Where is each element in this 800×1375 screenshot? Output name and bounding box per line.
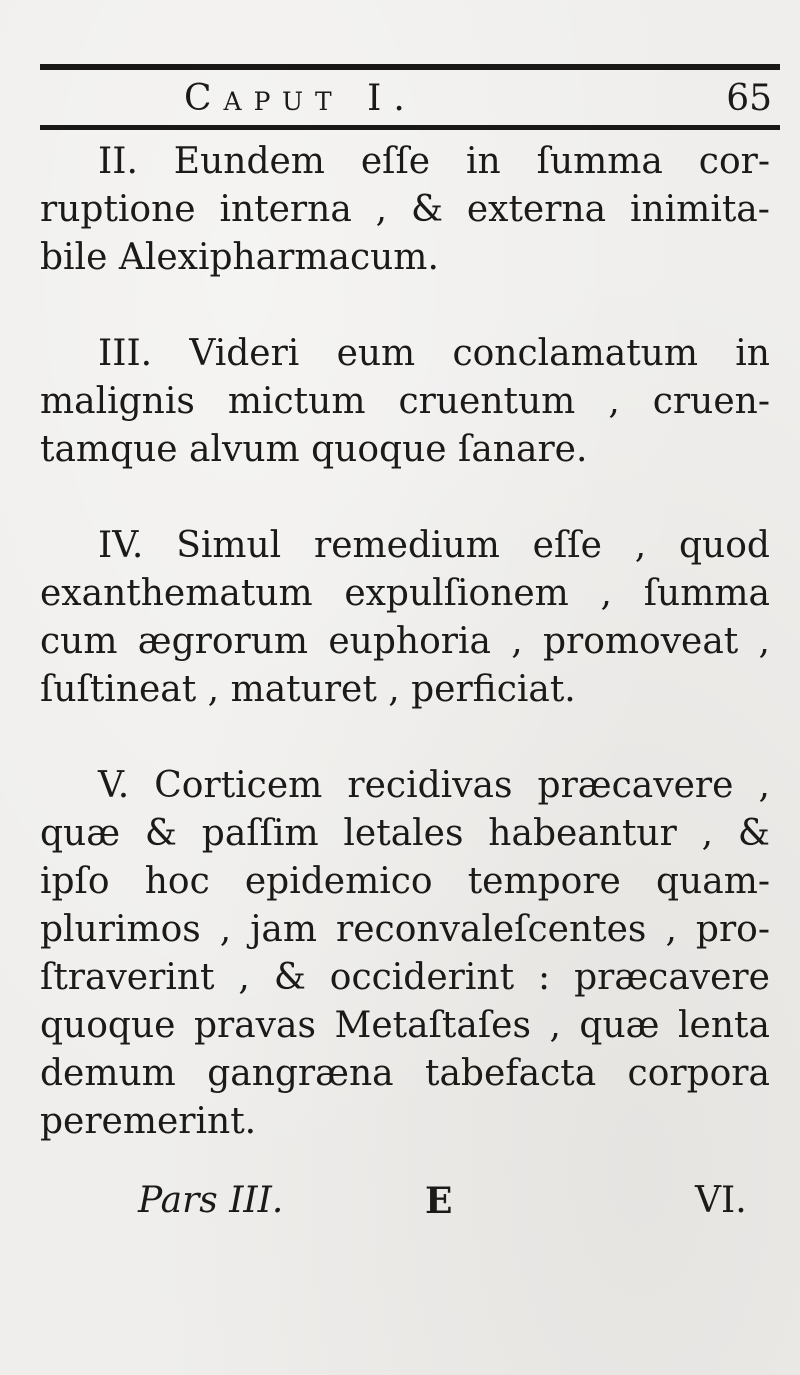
word: quod (679, 525, 770, 566)
word: tabefacta (425, 1053, 597, 1094)
word: ſtraverint (40, 957, 215, 998)
word: , (665, 909, 677, 950)
word: epidemico (244, 861, 433, 902)
word: præcavere (574, 957, 770, 998)
word: exanthematum (40, 573, 313, 614)
word: ægrorum (137, 621, 309, 662)
text-line (40, 138, 770, 186)
word: quæ (579, 1005, 660, 1046)
running-title: Caput I. (184, 78, 417, 119)
word: Simul (176, 525, 282, 566)
word: habeantur (488, 813, 677, 854)
word: & (410, 189, 443, 230)
text-line (40, 378, 770, 426)
signature-mark: Pars III. (138, 1180, 284, 1221)
text-line (40, 522, 770, 570)
word: , (758, 765, 770, 806)
word: inimita- (629, 189, 770, 230)
gathering-mark: E (425, 1180, 453, 1222)
text-line (40, 954, 770, 1002)
word: , (634, 525, 647, 566)
word: malignis (40, 381, 195, 422)
word: , (219, 909, 232, 950)
word: , (511, 621, 523, 662)
text-line (40, 1002, 770, 1050)
word: Corticem (154, 765, 323, 806)
paragraph-v (40, 762, 770, 1146)
word: gangræna (207, 1053, 394, 1094)
word: , (608, 381, 620, 422)
word: pro- (695, 909, 770, 950)
word: , (238, 957, 250, 998)
word: quam- (656, 861, 770, 902)
word: quoque (40, 1005, 176, 1046)
text-line: peremerint. (40, 1101, 257, 1142)
word: eſſe (360, 141, 431, 182)
text-line (40, 906, 770, 954)
word: in (466, 141, 501, 182)
word: III. (98, 333, 153, 374)
text-line (40, 618, 770, 666)
word: Metaſtaſes (334, 1005, 531, 1046)
paragraph-iii (40, 330, 770, 474)
paragraph-ii (40, 138, 770, 282)
word: remedium (314, 525, 500, 566)
word: quæ (40, 813, 121, 854)
word: Eundem (173, 141, 325, 182)
text-line (40, 1050, 770, 1098)
word: ruptione (40, 189, 196, 230)
page-footer (40, 1180, 770, 1230)
word: IV. (98, 525, 144, 566)
word: , (600, 573, 612, 614)
word: & (144, 813, 177, 854)
word: , (701, 813, 714, 854)
word: occiderint (329, 957, 515, 998)
word: tempore (467, 861, 621, 902)
word: , (549, 1005, 561, 1046)
word: jam (250, 909, 318, 950)
word: cor- (698, 141, 770, 182)
word: plurimos (40, 909, 201, 950)
word: præcavere (537, 765, 734, 806)
text-line (40, 186, 770, 234)
page-header (40, 72, 780, 122)
text-line: bile Alexipharmacum. (40, 237, 439, 278)
word: externa (466, 189, 607, 230)
word: eſſe (532, 525, 602, 566)
word: recidivas (347, 765, 513, 806)
header-rule-bottom (40, 125, 780, 130)
word: letales (343, 813, 464, 854)
word: pravas (193, 1005, 316, 1046)
word: & (737, 813, 770, 854)
word: V. (98, 765, 130, 806)
word: cruentum (398, 381, 576, 422)
word: expulſionem (344, 573, 569, 614)
word: promoveat (542, 621, 739, 662)
header-rule-top (40, 64, 780, 70)
text-line (40, 810, 770, 858)
word: in (735, 333, 770, 374)
body-text (40, 138, 770, 1194)
page-number: 65 (726, 78, 772, 119)
word: , (758, 621, 770, 662)
word: interna (219, 189, 352, 230)
word: reconvaleſcentes (336, 909, 647, 950)
text-line (40, 762, 770, 810)
text-line (40, 858, 770, 906)
word: ſumma (536, 141, 663, 182)
word: hoc (144, 861, 210, 902)
paragraph-iv (40, 522, 770, 714)
word: ſumma (643, 573, 770, 614)
word: : (537, 957, 551, 998)
word: demum (40, 1053, 176, 1094)
word: II. (98, 141, 138, 182)
word: ipſo (40, 861, 110, 902)
word: eum (336, 333, 416, 374)
text-line: ſuſtineat , maturet , perficiat. (40, 669, 576, 710)
text-line: tamque alvum quoque ſanare. (40, 429, 588, 470)
word: lenta (678, 1005, 770, 1046)
word: cum (40, 621, 118, 662)
word: corpora (627, 1053, 770, 1094)
word: paſſim (201, 813, 319, 854)
word: & (273, 957, 306, 998)
word: mictum (227, 381, 366, 422)
word: conclamatum (452, 333, 699, 374)
text-line (40, 330, 770, 378)
catchword: VI. (695, 1180, 747, 1221)
word: Videri (189, 333, 300, 374)
word: , (375, 189, 388, 230)
word: euphoria (328, 621, 491, 662)
word: cruen- (652, 381, 770, 422)
text-line (40, 570, 770, 618)
